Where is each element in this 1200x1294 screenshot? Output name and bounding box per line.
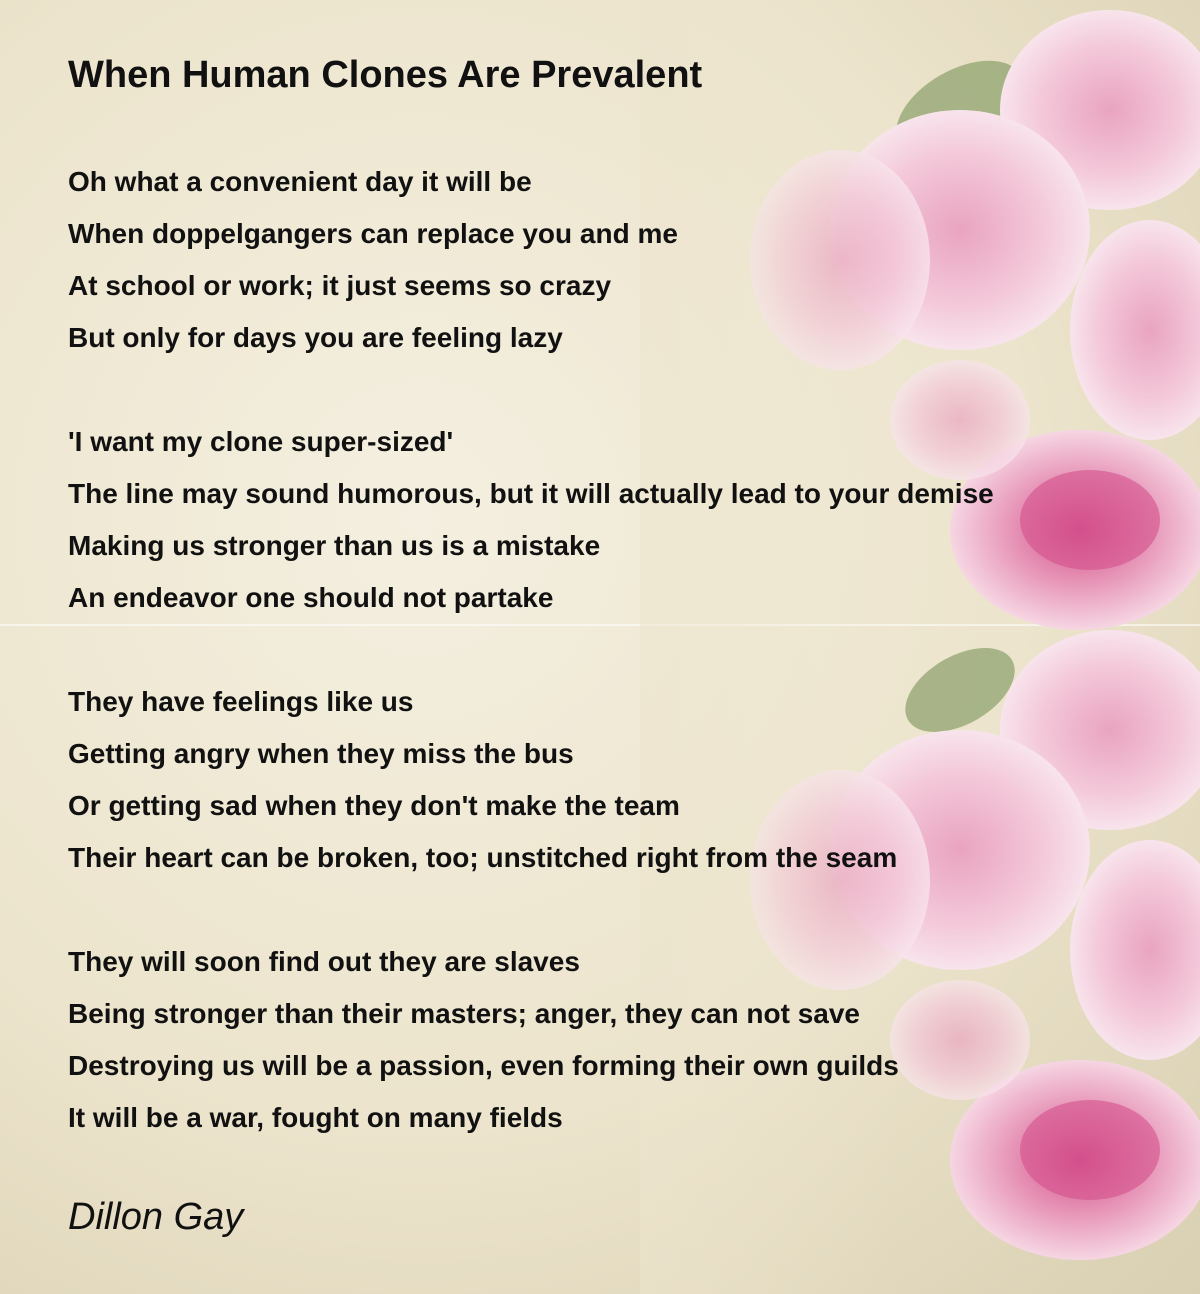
poem-line: When doppelgangers can replace you and me (68, 218, 678, 249)
stanza-4 (68, 936, 994, 1144)
stanza-3 (68, 676, 994, 884)
poem-line: It will be a war, fought on many fields (68, 1102, 563, 1133)
poem-line: Getting angry when they miss the bus (68, 738, 574, 769)
stanza-1 (68, 156, 994, 364)
poem-line: At school or work; it just seems so crazy (68, 270, 612, 301)
poem-line: The line may sound humorous, but it will actually lead to your demise (68, 478, 994, 509)
poem-line: Destroying us will be a passion, even forming their own guilds (68, 1050, 899, 1081)
poem-line: 'I want my clone super-sized' (68, 426, 454, 457)
poem-line: Oh what a convenient day it will be (68, 166, 532, 197)
poem-line: But only for days you are feeling lazy (68, 322, 563, 353)
poem-line: An endeavor one should not partake (68, 582, 554, 613)
poem-line: Being stronger than their masters; anger, they can not save (68, 998, 860, 1029)
poem-line: They have feelings like us (68, 686, 414, 717)
poem-title: When Human Clones Are Prevalent (68, 54, 703, 96)
poem-line: Making us stronger than us is a mistake (68, 530, 601, 561)
poem-line: Their heart can be broken, too; unstitched right from the seam (68, 842, 898, 873)
poem-line: Or getting sad when they don't make the team (68, 790, 680, 821)
poem-line: They will soon find out they are slaves (68, 946, 580, 977)
poem-body (68, 156, 994, 1196)
stanza-2 (68, 416, 994, 624)
poem-author: Dillon Gay (68, 1196, 244, 1238)
